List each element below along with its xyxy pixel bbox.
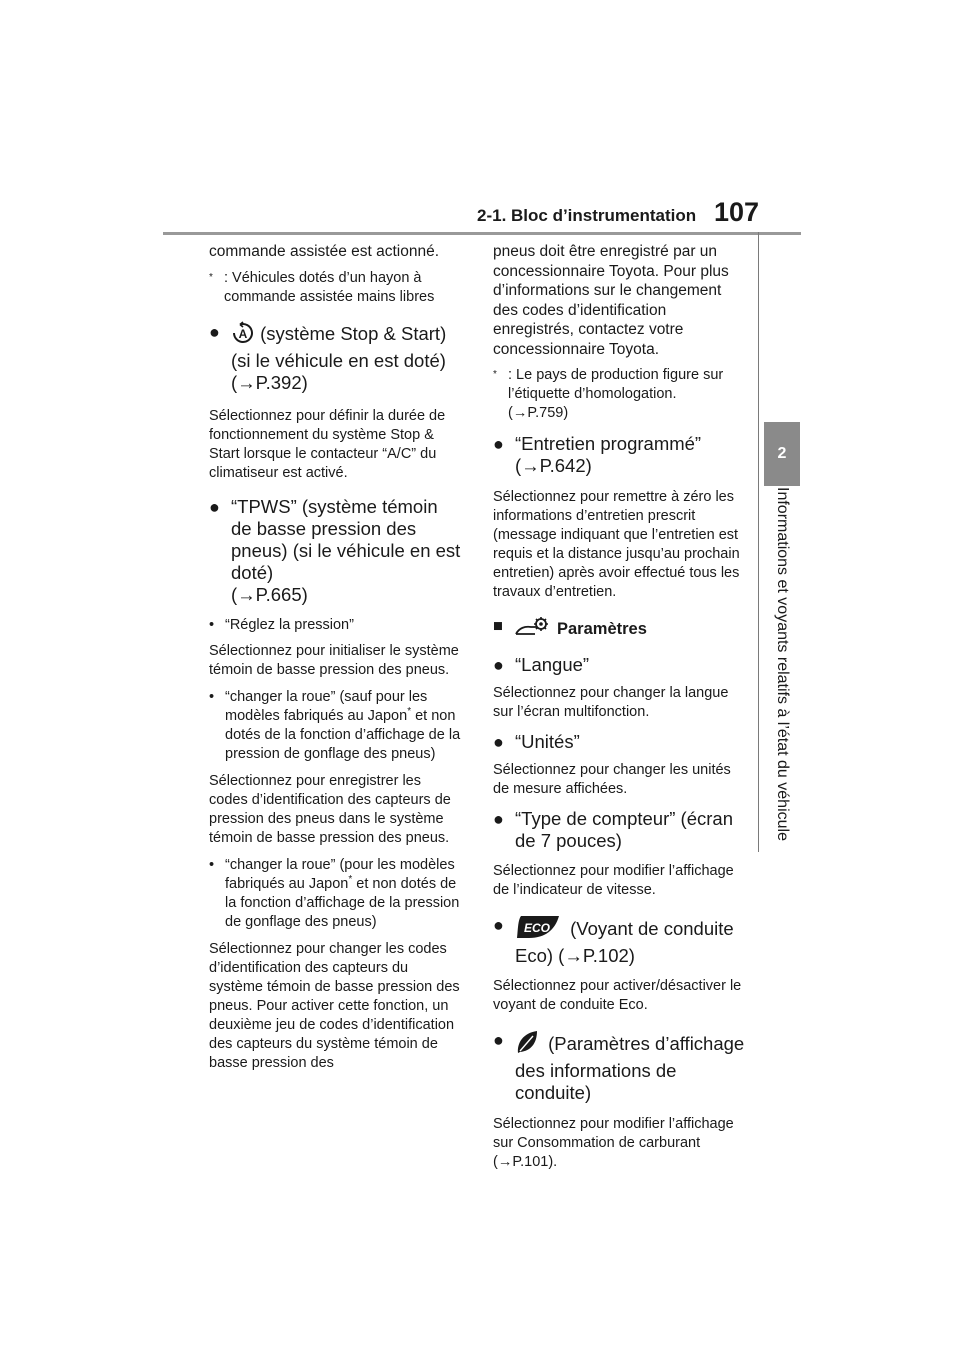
leaf-icon [515,1029,539,1060]
section-heading-settings: ■ Paramètres [493,615,747,645]
item-heading-driving-info: ● (Paramètres d’affichage des informations de conduite) [493,1030,745,1103]
bullet: ● [209,496,220,517]
paragraph: Sélectionnez pour modifier l’affichage sur Consommation de carburant (→P.101). [493,1116,734,1170]
paragraph: Sélectionnez pour initialiser le système témoin de basse pression des pneus. [209,642,459,678]
paragraph: Sélectionnez pour changer les codes d’identification des capteurs du système témoin de basse pression des pneus. Pour activer cette fonction, un deuxième jeu de codes d’identification des capteurs du système témoin de basse pression des [209,940,460,1071]
item-heading-maintenance: ● “Entretien programmé” (→P.642) [493,433,702,476]
chapter-tab-number: 2 [777,445,787,462]
paragraph: Sélectionnez pour changer la langue sur l’écran multifonction. [493,685,729,720]
side-divider [758,232,759,852]
paragraph: Sélectionnez pour activer/désactiver le voyant de conduite Eco. [493,978,742,1013]
page-number: 107 [714,197,760,227]
bullet: ● [493,915,504,935]
chapter-tab [764,422,800,486]
header-rule [163,232,801,235]
footnote: * : Le pays de production figure sur l’étiquette d’homologation. (→P.759) [493,367,724,421]
eco-label: ECO [523,921,551,935]
paragraph: Sélectionnez pour changer les unités de mesure affichées. [493,762,731,797]
bullet: ● [493,655,504,675]
bullet: ● [493,732,504,752]
sub-item: • “Réglez la pression” [209,616,354,633]
chapter-title: Informations et voyants relatifs à l’état du véhicule [774,487,791,841]
bullet: ● [493,809,504,829]
footnote: * : Véhicules dotés d’un hayon à commande assistée mains libres [209,269,435,305]
bullet: ● [493,1030,504,1050]
svg-text:A: A [238,326,248,341]
left-column [209,240,463,1073]
square-marker: ■ [493,617,503,635]
paragraph: commande assistée est actionné. [209,243,440,260]
item-heading-language: ● “Langue” [493,654,590,675]
paragraph: pneus doit être enregistré par un concessionnaire Toyota. Pour plus d’informations sur le changement des codes d’identification enregistrés, contactez votre concessionnaire Toyota. [493,243,729,358]
right-column [493,240,747,1172]
item-heading-meter-type: ● “Type de compteur” (écran de 7 pouces) [493,808,733,851]
settings-gear-icon [513,615,551,645]
section-title: 2-1. Bloc d’instrumentation [477,206,697,225]
sub-item: • “changer la roue” (sauf pour les modèles fabriqués au Japon* et non dotés de la fonction d’affichage de la pression de gonflage des pneus) [209,688,461,762]
paragraph: Sélectionnez pour définir la durée de fonctionnement du système Stop & Start lorsque le contacteur “A/C” du climatiseur est activé. [209,407,446,481]
paragraph: Sélectionnez pour enregistrer les codes d’identification des capteurs de pression des pneus dans le système témoin de basse pression des pneus. [209,772,451,846]
paragraph: Sélectionnez pour remettre à zéro les informations d’entretien prescrit (message indiquant que l’entretien est requis et la distance jusqu’au prochain entretien) après avoir effectué tous les travaux d’entretien. [493,489,740,600]
item-heading-eco: ● ECO (Voyant de conduite Eco) (→P.102) [493,915,734,966]
stop-start-icon [231,321,255,350]
eco-icon [515,914,561,945]
item-heading-units: ● “Unités” [493,731,580,752]
item-heading-stop-start: ● A (système Stop & Start) (si le véhicule en est doté) (→P.392) [209,321,447,393]
bullet: ● [493,434,504,454]
paragraph: Sélectionnez pour modifier l’affichage de l’indicateur de vitesse. [493,863,734,898]
bullet: ● [209,321,220,342]
item-heading-tpws: ● “TPWS” (système témoin de basse pression des pneus) (si le véhicule en est doté) (→P.665) [209,495,461,605]
sub-item: • “changer la roue” (pour les modèles fabriqués au Japon* et non dotés de la fonction d’affichage de la pression de gonflage des pneus) [209,856,460,930]
